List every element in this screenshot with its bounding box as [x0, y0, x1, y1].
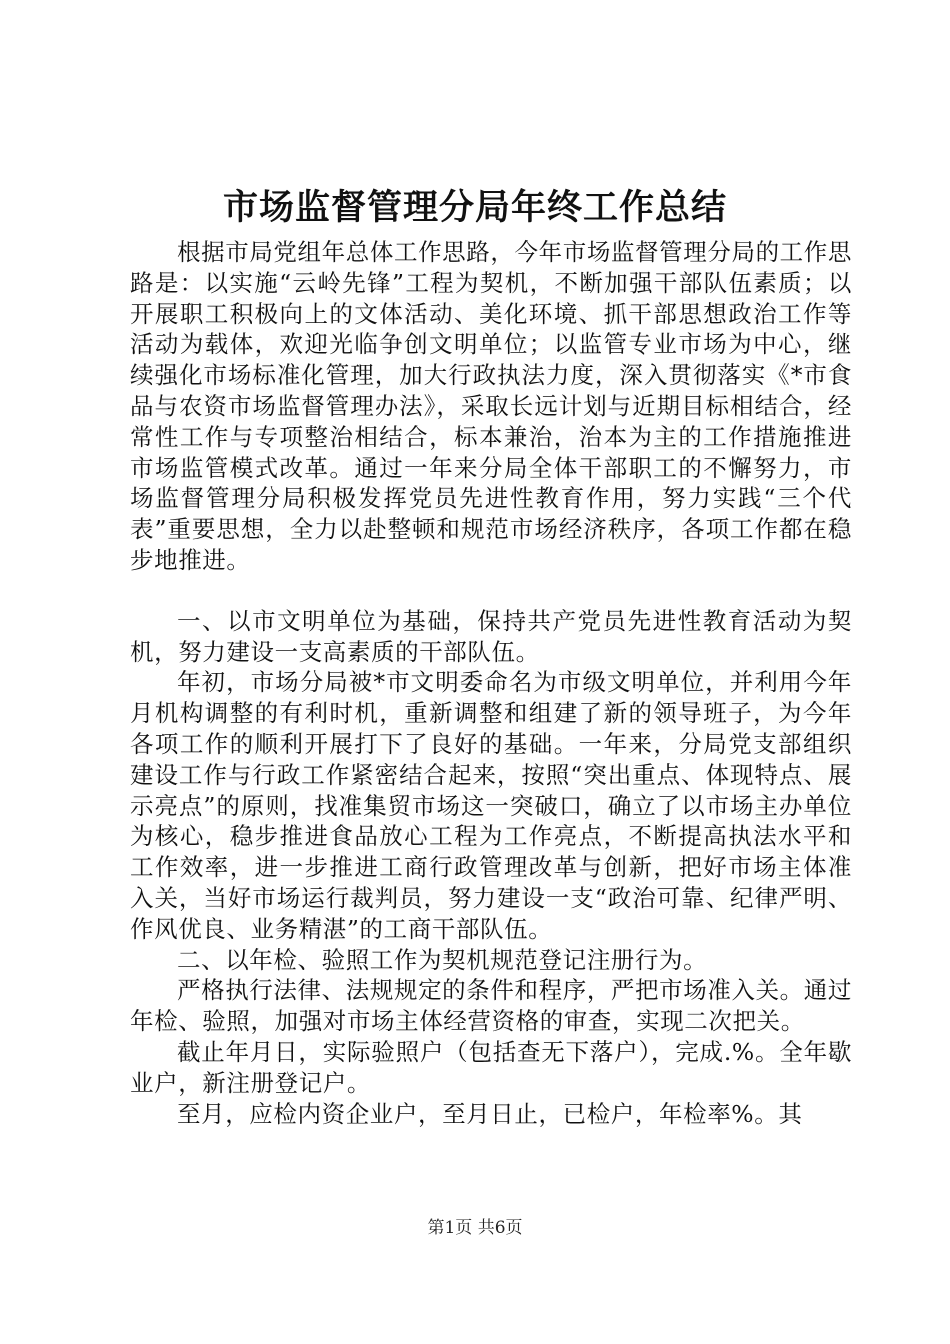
page-number-footer: 第1页 共6页 — [427, 1218, 523, 1238]
document-title: 市场监督管理分局年终工作总结 — [222, 188, 727, 228]
section-2-paragraph-1: 严格执行法律、法规规定的条件和程序，严把市场准入关。通过年检、验照，加强对市场主体经营资格的审查，实现二次把关。 — [130, 976, 852, 1036]
intro-paragraph: 根据市局党组年总体工作思路，今年市场监督管理分局的工作思路是：以实施“云岭先锋”工程为契机，不断加强干部队伍素质；以开展职工积极向上的文体活动、美化环境、抓干部思想政治工作等活动为载体，欢迎光临争创文明单位；以监管专业市场为中心，继续强化市场标准化管理，加大行政执法力度，深入贯彻落实《*市食品与农资市场监督管理办法》，采取长远计划与近期目标相结合，经常性工作与专项整治相结合，标本兼治，治本为主的工作措施推进市场监管模式改革。通过一年来分局全体干部职工的不懈努力，市场监督管理分局积极发挥党员先进性教育作用，努力实践“三个代表”重要思想，全力以赴整顿和规范市场经济秩序，各项工作都在稳步地推进。 — [130, 238, 852, 574]
document-body — [130, 237, 852, 1129]
section-heading-1: 一、以市文明单位为基础，保持共产党员先进性教育活动为契机，努力建设一支高素质的干部队伍。 — [130, 606, 852, 666]
paragraph-spacer — [130, 576, 852, 606]
section-1-paragraph: 年初，市场分局被*市文明委命名为市级文明单位，并利用今年月机构调整的有利时机，重新调整和组建了新的领导班子，为今年各项工作的顺利开展打下了良好的基础。一年来，分局党支部组织建设工作与行政工作紧密结合起来，按照“突出重点、体现特点、展示亮点”的原则，找准集贸市场这一突破口，确立了以市场主办单位为核心，稳步推进食品放心工程为工作亮点，不断提高执法水平和工作效率，进一步推进工商行政管理改革与创新，把好市场主体准入关，当好市场运行裁判员，努力建设一支“政治可靠、纪律严明、作风优良、业务精湛”的工商干部队伍。 — [130, 668, 852, 943]
section-2-paragraph-3: 至月，应检内资企业户，至月日止，已检户，年检率%。其 — [177, 1099, 803, 1128]
section-2-paragraph-2: 截止年月日，实际验照户（包括查无下落户），完成.%。全年歇业户，新注册登记户。 — [130, 1037, 852, 1097]
section-heading-2: 二、以年检、验照工作为契机规范登记注册行为。 — [177, 945, 708, 974]
